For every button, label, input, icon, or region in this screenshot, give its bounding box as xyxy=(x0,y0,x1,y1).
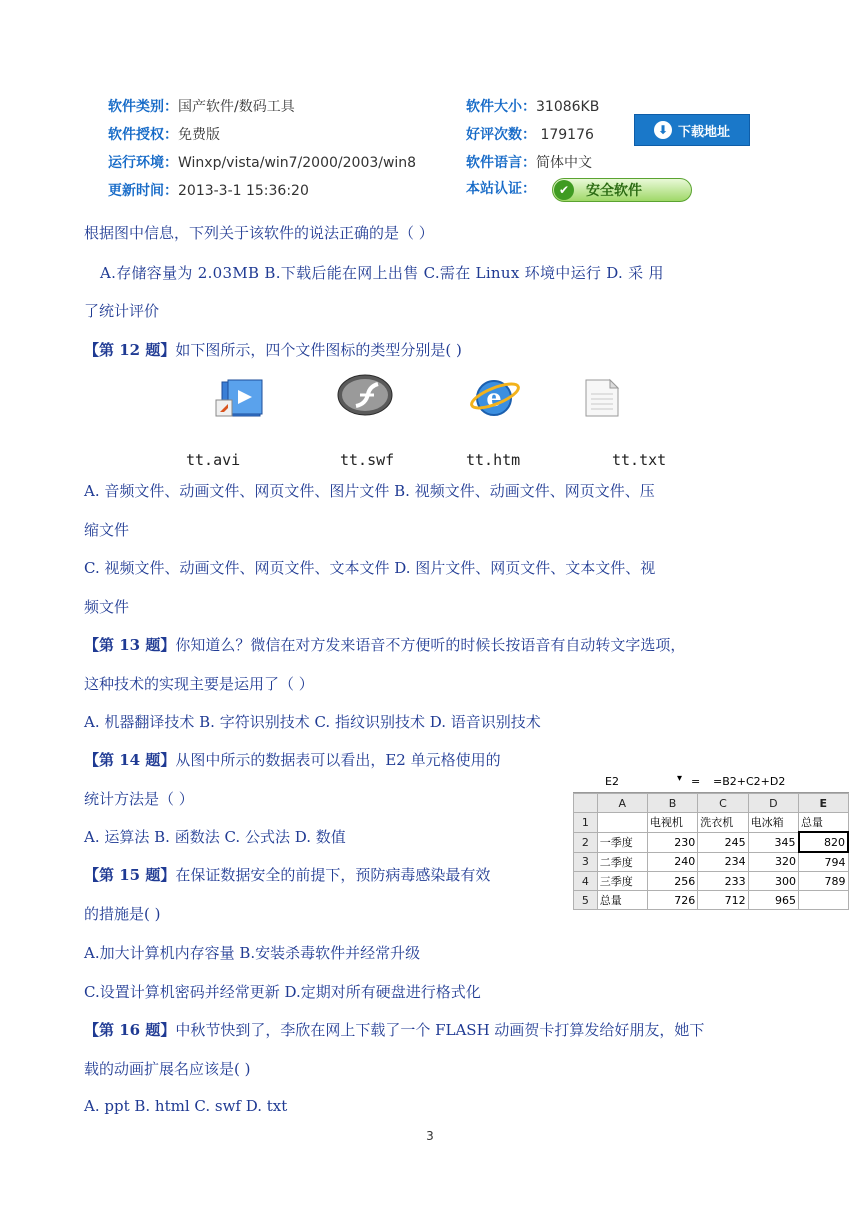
row-header: 2 xyxy=(574,832,598,852)
q12-options-ab-line1: A. 音频文件、动画文件、网页文件、图片文件 B. 视频文件、动画文件、网页文件、压 xyxy=(84,482,655,500)
row-header: 5 xyxy=(574,891,598,910)
q15-options-line1: A.加大计算机内存容量 B.安装杀毒软件并经常升级 xyxy=(84,944,421,962)
size-value: 31086KB xyxy=(536,99,600,115)
table-row xyxy=(574,832,849,852)
file-name-txt: tt.txt xyxy=(612,451,667,469)
cell: 234 xyxy=(698,852,748,872)
q16-stem-line2: 载的动画扩展名应该是( ) xyxy=(84,1060,251,1078)
q12-number: 【第 12 题】 xyxy=(84,341,176,359)
table-row xyxy=(574,872,849,891)
cell-reference: E2 xyxy=(605,775,619,788)
license-value: 免费版 xyxy=(178,127,220,143)
dropdown-arrow-icon: ▾ xyxy=(677,773,683,784)
row-header: 1 xyxy=(574,813,598,833)
q14-question xyxy=(84,749,501,770)
row-header: 4 xyxy=(574,872,598,891)
col-header: E xyxy=(799,794,848,813)
col-header: A xyxy=(597,794,647,813)
q15-question xyxy=(84,864,490,885)
formula-bar xyxy=(573,772,849,793)
cell: 245 xyxy=(698,832,748,852)
q13-stem-line1: 你知道么？微信在对方发来语音不方便听的时候长按语音有自动转文字选项， xyxy=(175,636,686,654)
q12-question xyxy=(84,339,462,360)
cell xyxy=(597,813,647,833)
table-row xyxy=(574,891,849,910)
row-header: 3 xyxy=(574,852,598,872)
q14-number: 【第 14 题】 xyxy=(84,751,176,769)
cell: 总量 xyxy=(799,813,848,833)
cert-label: 本站认证： xyxy=(466,181,536,197)
table-row xyxy=(574,813,849,833)
env-label: 运行环境： xyxy=(108,155,178,171)
spreadsheet xyxy=(573,772,849,912)
lang-label: 软件语言： xyxy=(466,155,536,171)
cell: 总量 xyxy=(597,891,647,910)
selected-cell: 820 xyxy=(799,832,848,852)
cell: 256 xyxy=(647,872,697,891)
equals-sign: = xyxy=(691,775,701,788)
rating-label: 好评次数： xyxy=(466,127,536,143)
download-button-label: 下载地址 xyxy=(677,124,730,140)
q16-stem-line1: 中秋节快到了，李欣在网上下载了一个 FLASH 动画贺卡打算发给好朋友，她下 xyxy=(175,1021,705,1039)
check-icon: ✔ xyxy=(554,180,574,200)
col-header: D xyxy=(748,794,798,813)
info-rating xyxy=(466,124,594,144)
table-row xyxy=(574,852,849,872)
env-value: Winxp/vista/win7/2000/2003/win8 xyxy=(178,155,417,171)
q13-options: A. 机器翻译技术 B. 字符识别技术 C. 指纹识别技术 D. 语音识别技术 xyxy=(84,713,541,731)
q12-options-cd-line2: 频文件 xyxy=(84,598,130,616)
q15-stem-line2: 的措施是( ) xyxy=(84,905,161,923)
cell: 电冰箱 xyxy=(748,813,798,833)
cell: 789 xyxy=(799,872,848,891)
q14-stem-line2: 统计方法是（ ） xyxy=(84,790,194,808)
rating-value: 179176 xyxy=(540,127,594,143)
htm-ie-icon xyxy=(468,374,522,420)
q11-options-line2: 了统计评价 xyxy=(84,302,160,320)
q12-options-cd-line1: C. 视频文件、动画文件、网页文件、文本文件 D. 图片文件、网页文件、文本文件、视 xyxy=(84,559,656,577)
formula-text: =B2+C2+D2 xyxy=(713,775,786,788)
cell: 965 xyxy=(748,891,798,910)
file-name-avi: tt.avi xyxy=(186,451,241,469)
q13-question xyxy=(84,634,685,655)
category-label: 软件类别： xyxy=(108,99,178,115)
cell: 726 xyxy=(647,891,697,910)
file-name-swf: tt.swf xyxy=(340,451,395,469)
col-header: B xyxy=(647,794,697,813)
swf-flash-icon xyxy=(336,374,394,416)
q11-options-line1: A.存储容量为 2.03MB B.下载后能在网上出售 C.需在 Linux 环境中运行 D. 采 用 xyxy=(100,264,664,282)
safe-badge-label: 安全软件 xyxy=(586,183,642,199)
license-label: 软件授权： xyxy=(108,127,178,143)
lang-value: 简体中文 xyxy=(536,155,592,171)
cell: 712 xyxy=(698,891,748,910)
cell: 320 xyxy=(748,852,798,872)
download-arrow-icon: ⬇ xyxy=(654,121,672,139)
q11-stem: 根据图中信息，下列关于该软件的说法正确的是（ ） xyxy=(84,224,434,242)
cell: 300 xyxy=(748,872,798,891)
info-update xyxy=(108,180,309,200)
info-env xyxy=(108,152,416,172)
col-header: C xyxy=(698,794,748,813)
download-button[interactable] xyxy=(634,114,750,146)
q13-stem-line2: 这种技术的实现主要是运用了（ ） xyxy=(84,675,314,693)
corner-cell xyxy=(574,794,598,813)
q15-stem-line1: 在保证数据安全的前提下，预防病毒感染最有效 xyxy=(175,866,491,884)
safe-software-badge xyxy=(552,178,692,202)
cell: 二季度 xyxy=(597,852,647,872)
size-label: 软件大小： xyxy=(466,99,536,115)
file-name-htm: tt.htm xyxy=(466,451,521,469)
q14-options: A. 运算法 B. 函数法 C. 公式法 D. 数值 xyxy=(84,828,346,846)
sheet-grid xyxy=(573,793,849,910)
avi-video-icon xyxy=(212,378,264,420)
info-category xyxy=(108,96,295,116)
cell: 一季度 xyxy=(597,832,647,852)
update-label: 更新时间： xyxy=(108,183,178,199)
q12-stem: 如下图所示，四个文件图标的类型分别是( ) xyxy=(175,341,462,359)
q16-question xyxy=(84,1019,704,1040)
cell: 345 xyxy=(748,832,798,852)
cell: 794 xyxy=(799,852,848,872)
page-number: 3 xyxy=(426,1129,434,1143)
svg-text:e: e xyxy=(486,383,502,412)
update-value: 2013-3-1 15:36:20 xyxy=(178,183,309,199)
info-cert xyxy=(466,178,536,198)
q12-options-ab-line2: 缩文件 xyxy=(84,521,130,539)
q16-number: 【第 16 题】 xyxy=(84,1021,176,1039)
cell: 230 xyxy=(647,832,697,852)
q13-number: 【第 13 题】 xyxy=(84,636,176,654)
cell: 三季度 xyxy=(597,872,647,891)
cell: 240 xyxy=(647,852,697,872)
q16-options: A. ppt B. html C. swf D. txt xyxy=(84,1097,288,1115)
q15-number: 【第 15 题】 xyxy=(84,866,176,884)
info-size xyxy=(466,96,599,116)
category-value: 国产软件/数码工具 xyxy=(178,99,295,115)
q15-options-line2: C.设置计算机密码并经常更新 D.定期对所有硬盘进行格式化 xyxy=(84,983,481,1001)
table-row xyxy=(574,794,849,813)
cell xyxy=(799,891,848,910)
cell: 电视机 xyxy=(647,813,697,833)
q14-stem-line1: 从图中所示的数据表可以看出，E2 单元格使用的 xyxy=(175,751,501,769)
info-license xyxy=(108,124,220,144)
cell: 233 xyxy=(698,872,748,891)
txt-document-icon xyxy=(582,378,622,418)
cell: 洗衣机 xyxy=(698,813,748,833)
info-lang xyxy=(466,152,592,172)
